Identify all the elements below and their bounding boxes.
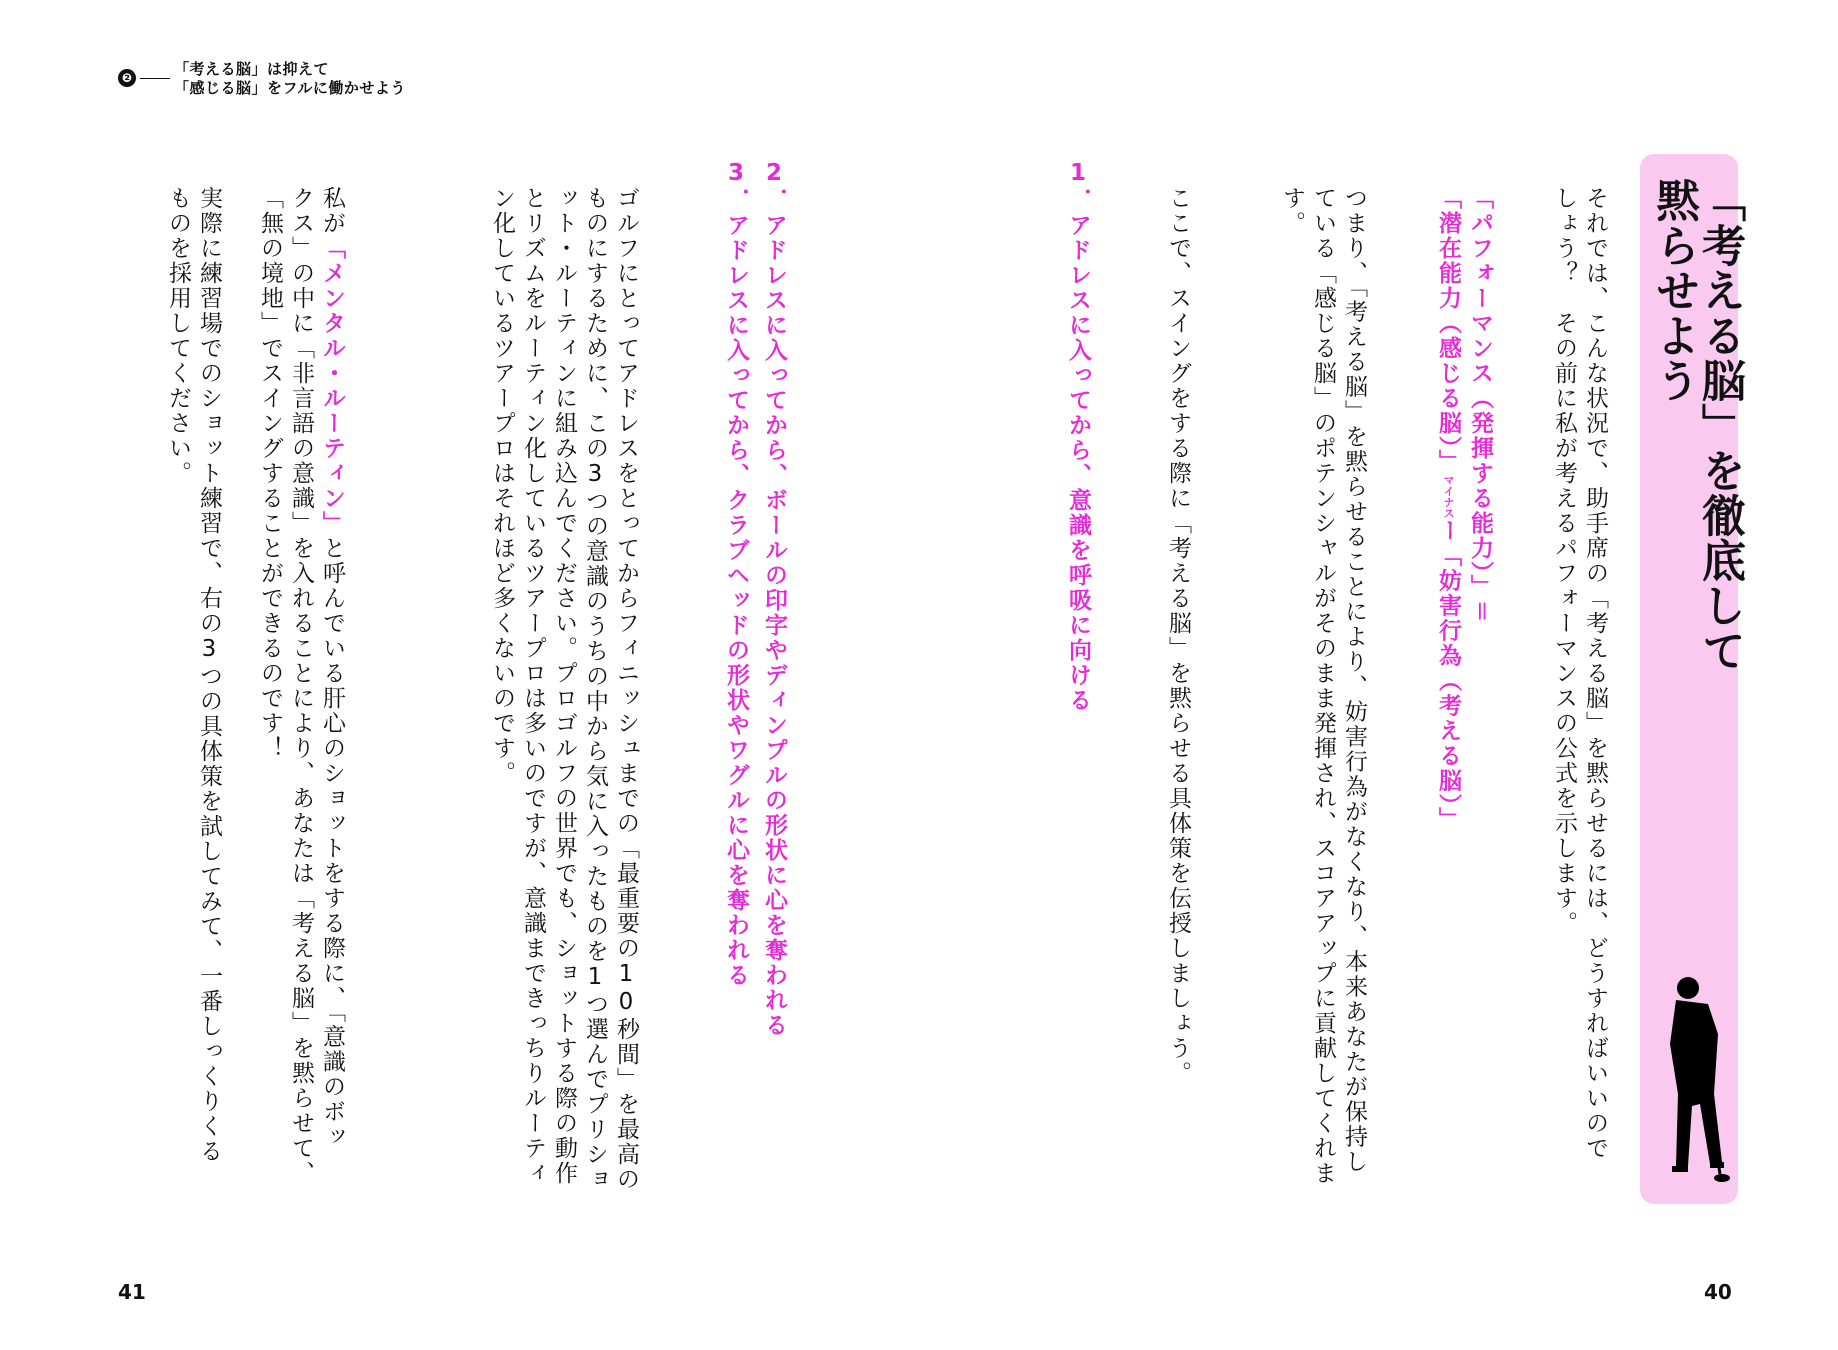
header-text [174, 60, 406, 98]
page-number-right: 40 [1704, 1280, 1732, 1304]
chapter-badge: ❷ [118, 69, 136, 87]
paragraph-routine-line-3: ット・ルーティンに組み込んでください。プロゴルフの世界でも、ショットする際の動作 [551, 186, 577, 1186]
tip-item-1: 1．アドレスに入ってから、意識を呼吸に向ける [1065, 160, 1091, 713]
mental-routine-line-3: 「無の境地」でスイングすることができるのです！ [257, 186, 283, 761]
paragraph-intro-line-2: しょう？ その前に私が考えるパフォーマンスの公式を示します。 [1551, 186, 1577, 936]
section-title-line-2: 黙らせよう [1648, 178, 1699, 403]
tip-item-3: 3．アドレスに入ってから、クラブヘッドの形状やワグルに心を奪われる [723, 160, 749, 988]
formula-line-1: 「パフォーマンス（発揮する能力）」＝ [1467, 186, 1493, 625]
paragraph-routine-line-1: ゴルフにとってアドレスをとってからフィニッシュまでの「最重要の10秒間」を最高の [613, 186, 639, 1192]
tip-item-2: 2．アドレスに入ってから、ボールの印字やディンプルの形状に心を奪われる [761, 160, 787, 1038]
paragraph-practice-line-2: ものを採用してください。 [165, 186, 191, 486]
paragraph-intro-line-1: それでは、こんな状況で、助手席の「考える脳」を黙らせるには、どうすればいいので [1582, 186, 1608, 1161]
paragraph-explanation-line-2: ている「感じる脳」のポテンシャルがそのまま発揮され、スコアアップに貢献してくれま [1310, 186, 1336, 1186]
paragraph-mental-routine [254, 186, 347, 1186]
header-rule [140, 78, 170, 79]
formula-line-2a: 「潜在能力（感じる脳）」 [1435, 186, 1461, 475]
paragraph-explanation-line-3: す。 [1279, 186, 1305, 236]
paragraph-explanation [1276, 186, 1369, 1186]
paragraph-intro-tips: ここで、スイングをする際に「考える脳」を黙らせる具体策を伝授しましょう。 [1165, 186, 1191, 1086]
formula-line-2b: ー「妨害行為（考える脳）」 [1435, 518, 1461, 832]
paragraph-routine-line-2: ものにするために、この3つの意識のうちの中から気に入ったものを1つ選んでプリショ [582, 186, 608, 1192]
title-box [1640, 154, 1745, 1204]
paragraph-intro [1548, 186, 1610, 1161]
mental-routine-line-2: クス」の中に「非言語の意識」を入れることにより、あなたは「考える脳」を黙らせて、 [288, 186, 314, 1186]
minus-ruby: マイナス [1442, 474, 1455, 519]
performance-formula [1432, 186, 1495, 832]
paragraph-practice-line-1: 実際に練習場でのショット練習で、右の3つの具体策を試してみて、一番しっくりくる [196, 186, 222, 1164]
mental-routine-rest: と呼んでいる肝心のショットをする際に、「意識のボッ [319, 536, 345, 1150]
paragraph-practice [162, 186, 224, 1164]
page-number-left: 41 [118, 1280, 146, 1304]
paragraph-routine-line-5: ン化しているツアープロはそれほど多くないのです。 [489, 186, 515, 786]
mental-routine-lead: 私が [319, 186, 345, 236]
mental-routine-term: 「メンタル・ルーティン」 [319, 236, 345, 536]
section-title-line-1: 「考える脳」を徹底して [1694, 178, 1745, 673]
section-title [1648, 178, 1745, 673]
paragraph-explanation-line-1: つまり、「考える脳」を黙らせることにより、妨害行為がなくなり、本来あなたが保持し [1341, 186, 1367, 1175]
header-line-1: 「考える脳」は抑えて [174, 60, 330, 78]
paragraph-routine-line-4: とリズムをルーティン化しているツアープロは多いのですが、意識まできっちりルーティ [520, 186, 546, 1186]
paragraph-routine [486, 186, 641, 1192]
golfer-silhouette-icon [1648, 974, 1732, 1186]
header-line-2: 「感じる脳」をフルに働かせよう [174, 79, 406, 97]
running-header [118, 60, 406, 98]
